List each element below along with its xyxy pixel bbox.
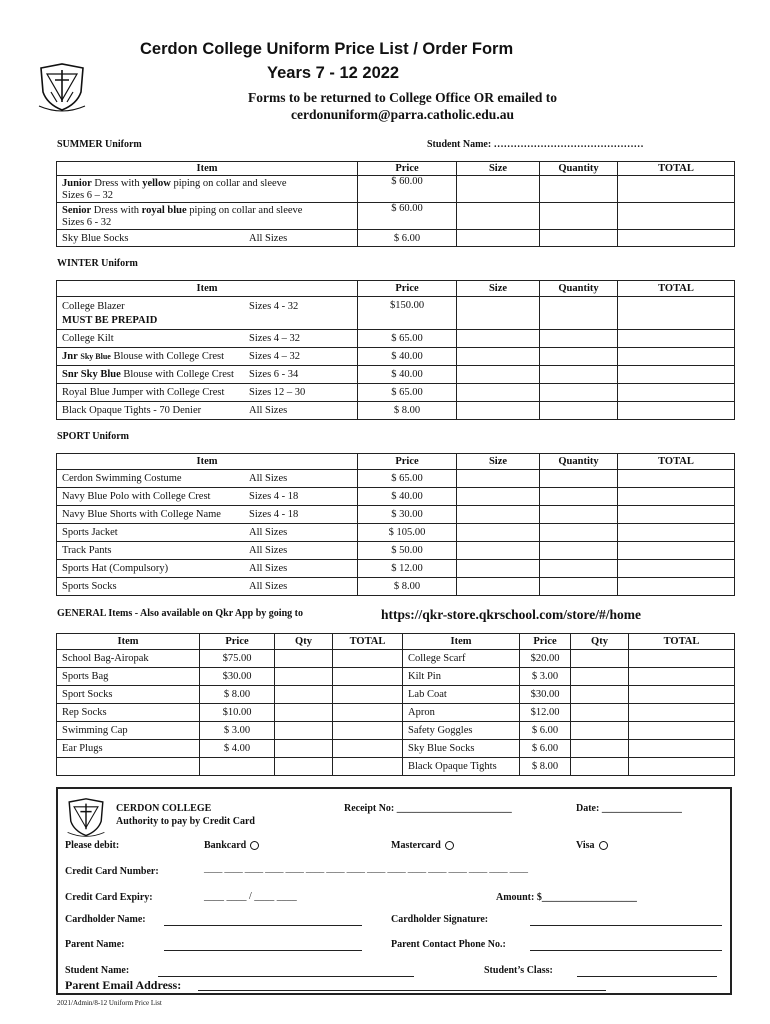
price-cell: $ 6.00: [358, 230, 457, 247]
size-input[interactable]: [457, 330, 540, 348]
total-input[interactable]: [333, 650, 403, 668]
item-cell: Sky Blue Socks All Sizes: [57, 230, 358, 247]
item-cell: Black Opaque Tights - 70 Denier All Sizes: [57, 402, 358, 420]
parent-email-label: Parent Email Address:: [65, 978, 182, 992]
total-input[interactable]: [618, 297, 735, 330]
parent-name-field[interactable]: [164, 950, 362, 951]
quantity-input[interactable]: [540, 542, 618, 560]
total-input[interactable]: [629, 740, 735, 758]
bankcard-option[interactable]: Bankcard: [204, 840, 259, 851]
qty-input[interactable]: [275, 704, 333, 722]
price-cell: $ 4.00: [200, 740, 275, 758]
size-input[interactable]: [457, 203, 540, 230]
quantity-input[interactable]: [540, 176, 618, 203]
item-cell: Sport Socks: [57, 686, 200, 704]
column-header: Item: [57, 281, 358, 297]
size-input[interactable]: [457, 578, 540, 596]
table-row: [57, 488, 735, 506]
table-row: [57, 348, 735, 366]
total-input[interactable]: [618, 506, 735, 524]
table-row: [57, 650, 735, 668]
table-row: [57, 203, 735, 230]
summer-section-title: SUMMER Uniform: [57, 139, 142, 150]
college-crest-logo: [37, 62, 87, 114]
table-row: [57, 560, 735, 578]
size-input[interactable]: [457, 542, 540, 560]
quantity-input[interactable]: [540, 402, 618, 420]
qty-input[interactable]: [275, 650, 333, 668]
qty-input[interactable]: [571, 668, 629, 686]
qty-input[interactable]: [275, 668, 333, 686]
total-input[interactable]: [618, 384, 735, 402]
cardholder-signature-field[interactable]: [530, 925, 722, 926]
total-input[interactable]: [618, 366, 735, 384]
qty-input[interactable]: [571, 758, 629, 776]
item-cell: College Kilt Sizes 4 – 32: [57, 330, 358, 348]
item-cell: [57, 758, 200, 776]
item-cell: School Bag-Airopak: [57, 650, 200, 668]
total-input[interactable]: [618, 488, 735, 506]
column-header: Quantity: [540, 454, 618, 470]
quantity-input[interactable]: [540, 230, 618, 247]
mastercard-radio-icon[interactable]: [445, 841, 454, 850]
total-input[interactable]: [618, 542, 735, 560]
price-cell: $30.00: [200, 668, 275, 686]
quantity-input[interactable]: [540, 366, 618, 384]
price-cell: $ 65.00: [358, 330, 457, 348]
item-cell: Lab Coat: [403, 686, 520, 704]
price-cell: $ 8.00: [358, 578, 457, 596]
quantity-input[interactable]: [540, 330, 618, 348]
total-input[interactable]: [618, 348, 735, 366]
qty-input[interactable]: [571, 650, 629, 668]
item-cell: Sky Blue Socks: [403, 740, 520, 758]
quantity-input[interactable]: [540, 524, 618, 542]
total-input[interactable]: [618, 524, 735, 542]
item-cell: Swimming Cap: [57, 722, 200, 740]
total-input[interactable]: [618, 330, 735, 348]
table-row: [57, 704, 735, 722]
column-header: Price: [358, 281, 457, 297]
qty-input[interactable]: [571, 722, 629, 740]
item-cell: Safety Goggles: [403, 722, 520, 740]
price-cell: $ 8.00: [200, 686, 275, 704]
return-email: cerdonuniform@parra.catholic.edu.au: [291, 107, 514, 122]
receipt-no-field[interactable]: Receipt No: _______________________: [344, 803, 512, 814]
price-cell: $75.00: [200, 650, 275, 668]
total-input[interactable]: [333, 686, 403, 704]
total-input[interactable]: [333, 740, 403, 758]
total-input[interactable]: [629, 704, 735, 722]
quantity-input[interactable]: [540, 297, 618, 330]
total-input[interactable]: [333, 668, 403, 686]
table-row: [57, 722, 735, 740]
amount-field[interactable]: Amount: $___________________: [496, 892, 637, 903]
winter-section-title: WINTER Uniform: [57, 258, 138, 269]
total-input[interactable]: [629, 722, 735, 740]
student-class-label: Student’s Class:: [484, 965, 553, 976]
price-cell: $ 50.00: [358, 542, 457, 560]
card-number-label: Credit Card Number:: [65, 866, 159, 877]
credit-card-authority-form: [56, 787, 732, 995]
item-cell: Jnr Sky Blue Blouse with College Crest Sizes 4 – 32: [57, 348, 358, 366]
price-cell: $ 30.00: [358, 506, 457, 524]
return-instructions: Forms to be returned to College Office OR emailed to: [247, 90, 558, 105]
price-cell: $150.00: [358, 297, 457, 330]
table-row: [57, 686, 735, 704]
price-cell: [200, 758, 275, 776]
item-cell: Navy Blue Polo with College Crest Sizes 4 - 18: [57, 488, 358, 506]
total-input[interactable]: [333, 758, 403, 776]
item-cell: Senior Dress with royal blue piping on collar and sleeve Sizes 6 - 32: [57, 203, 358, 230]
column-header: Item: [57, 634, 200, 650]
item-cell: Sports Bag: [57, 668, 200, 686]
column-header: TOTAL: [618, 162, 735, 176]
quantity-input[interactable]: [540, 560, 618, 578]
card-number-field[interactable]: ____ ____ ____ ____ ____ ____ ____ ____ ____ ____ ____ ____ ____ ____ ____ ____: [204, 865, 528, 875]
document-footer: 2021/Admin/8-12 Uniform Price List: [57, 999, 162, 1007]
bankcard-radio-icon[interactable]: [250, 841, 259, 850]
sport-table: [56, 453, 735, 596]
table-row: [57, 740, 735, 758]
table-row: [57, 330, 735, 348]
column-header: TOTAL: [333, 634, 403, 650]
size-input[interactable]: [457, 176, 540, 203]
item-cell: Sports Socks All Sizes: [57, 578, 358, 596]
total-input[interactable]: [618, 176, 735, 203]
column-header: Item: [57, 454, 358, 470]
price-cell: $ 60.00: [358, 176, 457, 203]
column-header: TOTAL: [618, 454, 735, 470]
column-header: Quantity: [540, 281, 618, 297]
table-row: [57, 384, 735, 402]
qty-input[interactable]: [275, 740, 333, 758]
cardholder-signature-label: Cardholder Signature:: [391, 914, 489, 925]
mastercard-option[interactable]: Mastercard: [391, 840, 454, 851]
column-header: Item: [57, 162, 358, 176]
date-field[interactable]: Date: ________________: [576, 803, 682, 814]
visa-option[interactable]: Visa: [576, 840, 608, 851]
price-cell: $12.00: [520, 704, 571, 722]
item-cell: Track Pants All Sizes: [57, 542, 358, 560]
total-input[interactable]: [618, 560, 735, 578]
quantity-input[interactable]: [540, 348, 618, 366]
size-input[interactable]: [457, 488, 540, 506]
student-name-field[interactable]: [158, 976, 414, 977]
authority-title: Authority to pay by Credit Card: [116, 816, 255, 827]
qty-input[interactable]: [571, 704, 629, 722]
column-header: Size: [457, 281, 540, 297]
please-debit-label: Please debit:: [65, 840, 120, 851]
table-row: [57, 402, 735, 420]
quantity-input[interactable]: [540, 488, 618, 506]
page-title: Cerdon College Uniform Price List / Order Form: [140, 40, 514, 58]
quantity-input[interactable]: [540, 470, 618, 488]
table-row: [57, 366, 735, 384]
item-cell: Navy Blue Shorts with College Name Sizes 4 - 18: [57, 506, 358, 524]
qty-input[interactable]: [571, 740, 629, 758]
item-cell: Royal Blue Jumper with College Crest Sizes 12 – 30: [57, 384, 358, 402]
table-row: [57, 176, 735, 203]
column-header: Price: [358, 454, 457, 470]
price-cell: $ 40.00: [358, 488, 457, 506]
card-expiry-label: Credit Card Expiry:: [65, 892, 153, 903]
price-cell: $ 65.00: [358, 384, 457, 402]
quantity-input[interactable]: [540, 384, 618, 402]
column-header: Qty: [571, 634, 629, 650]
table-row: [57, 542, 735, 560]
price-cell: $ 6.00: [520, 722, 571, 740]
column-header: Price: [520, 634, 571, 650]
size-input[interactable]: [457, 348, 540, 366]
size-input[interactable]: [457, 366, 540, 384]
column-header: Size: [457, 454, 540, 470]
qty-input[interactable]: [571, 686, 629, 704]
parent-name-label: Parent Name:: [65, 939, 125, 950]
size-input[interactable]: [457, 506, 540, 524]
total-input[interactable]: [618, 470, 735, 488]
item-cell: Snr Sky Blue Blouse with College Crest Sizes 6 - 34: [57, 366, 358, 384]
item-cell: Rep Socks: [57, 704, 200, 722]
price-cell: $20.00: [520, 650, 571, 668]
column-header: Size: [457, 162, 540, 176]
item-cell: Ear Plugs: [57, 740, 200, 758]
price-cell: $ 65.00: [358, 470, 457, 488]
item-cell: Kilt Pin: [403, 668, 520, 686]
total-input[interactable]: [629, 668, 735, 686]
table-row: [57, 578, 735, 596]
price-cell: $ 3.00: [520, 668, 571, 686]
price-cell: $30.00: [520, 686, 571, 704]
parent-phone-label: Parent Contact Phone No.:: [391, 939, 506, 950]
table-row: [57, 524, 735, 542]
general-table: [56, 633, 735, 776]
total-input[interactable]: [618, 230, 735, 247]
item-cell: Cerdon Swimming Costume All Sizes: [57, 470, 358, 488]
item-cell: Sports Jacket All Sizes: [57, 524, 358, 542]
item-cell: Black Opaque Tights: [403, 758, 520, 776]
college-name: CERDON COLLEGE: [116, 803, 212, 814]
price-cell: $ 40.00: [358, 348, 457, 366]
column-header: Quantity: [540, 162, 618, 176]
college-crest-logo: [66, 797, 106, 839]
size-input[interactable]: [457, 560, 540, 578]
table-row: [57, 297, 735, 330]
size-input[interactable]: [457, 384, 540, 402]
table-row: [57, 506, 735, 524]
price-cell: $ 6.00: [520, 740, 571, 758]
qty-input[interactable]: [275, 722, 333, 740]
price-cell: $ 60.00: [358, 203, 457, 230]
page-subtitle: Years 7 - 12 2022: [267, 64, 400, 82]
winter-table: [56, 280, 735, 420]
quantity-input[interactable]: [540, 506, 618, 524]
table-row: [57, 230, 735, 247]
item-cell: College Scarf: [403, 650, 520, 668]
column-header: TOTAL: [629, 634, 735, 650]
price-cell: $ 105.00: [358, 524, 457, 542]
table-row: [57, 668, 735, 686]
item-cell: Junior Dress with yellow piping on collar and sleeve Sizes 6 – 32: [57, 176, 358, 203]
qkr-store-link[interactable]: https://qkr-store.qkrschool.com/store/#/home: [381, 607, 641, 622]
column-header: Price: [358, 162, 457, 176]
price-cell: $ 8.00: [358, 402, 457, 420]
item-cell: Apron: [403, 704, 520, 722]
student-name-label: Student Name:: [65, 965, 130, 976]
total-input[interactable]: [618, 578, 735, 596]
visa-radio-icon[interactable]: [599, 841, 608, 850]
total-input[interactable]: [629, 650, 735, 668]
size-input[interactable]: [457, 297, 540, 330]
student-name-field[interactable]: Student Name: ………………………………………: [427, 139, 644, 150]
price-cell: $ 8.00: [520, 758, 571, 776]
parent-email-field[interactable]: [198, 990, 606, 991]
size-input[interactable]: [457, 402, 540, 420]
column-header: TOTAL: [618, 281, 735, 297]
price-cell: $ 12.00: [358, 560, 457, 578]
price-cell: $ 40.00: [358, 366, 457, 384]
size-input[interactable]: [457, 524, 540, 542]
cardholder-name-label: Cardholder Name:: [65, 914, 146, 925]
column-header: Item: [403, 634, 520, 650]
column-header: Price: [200, 634, 275, 650]
cardholder-name-field[interactable]: [164, 925, 362, 926]
total-input[interactable]: [629, 758, 735, 776]
student-class-field[interactable]: [577, 976, 717, 977]
card-expiry-field[interactable]: ____ ____ / ____ ____: [204, 891, 297, 902]
qty-input[interactable]: [275, 686, 333, 704]
total-input[interactable]: [618, 402, 735, 420]
item-cell: Sports Hat (Compulsory) All Sizes: [57, 560, 358, 578]
quantity-input[interactable]: [540, 203, 618, 230]
size-input[interactable]: [457, 230, 540, 247]
price-cell: $ 3.00: [200, 722, 275, 740]
total-input[interactable]: [618, 203, 735, 230]
quantity-input[interactable]: [540, 578, 618, 596]
parent-phone-field[interactable]: [530, 950, 722, 951]
total-input[interactable]: [629, 686, 735, 704]
total-input[interactable]: [333, 704, 403, 722]
summer-table: [56, 161, 735, 247]
qty-input[interactable]: [275, 758, 333, 776]
sport-section-title: SPORT Uniform: [57, 431, 129, 442]
general-section-title: GENERAL Items - Also available on Qkr App by going to: [57, 608, 303, 619]
table-row: [57, 758, 735, 776]
total-input[interactable]: [333, 722, 403, 740]
price-cell: $10.00: [200, 704, 275, 722]
item-cell: College Blazer Sizes 4 - 32 MUST BE PREPAID: [57, 297, 358, 330]
table-row: [57, 470, 735, 488]
column-header: Qty: [275, 634, 333, 650]
size-input[interactable]: [457, 470, 540, 488]
